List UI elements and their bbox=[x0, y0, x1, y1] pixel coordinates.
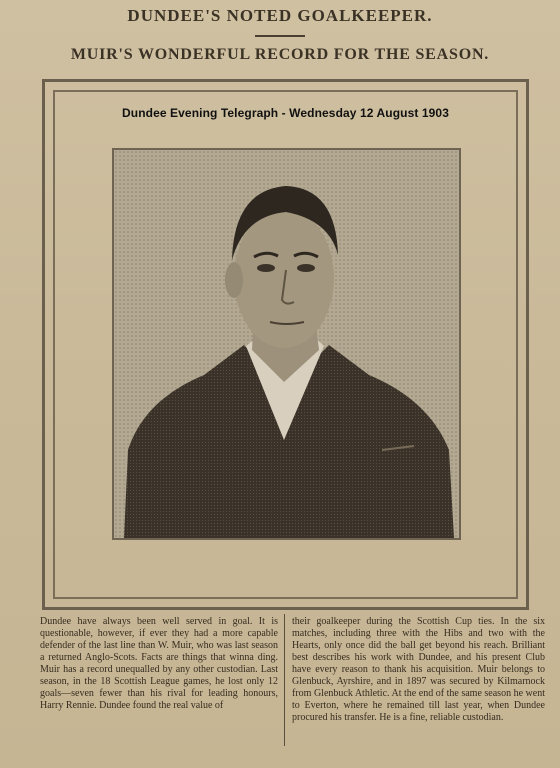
article-column-left bbox=[40, 616, 278, 712]
article-column-right bbox=[292, 616, 545, 724]
column-divider bbox=[284, 614, 285, 746]
headline: DUNDEE'S NOTED GOALKEEPER. bbox=[127, 6, 433, 25]
source-caption: Dundee Evening Telegraph - Wednesday 12 August 1903 bbox=[122, 106, 449, 120]
article-body-left: Dundee have always been well served in goal. It is questionable, however, if ever they had a more capable defender of the last line than W. Muir, who was last season a returned Anglo-Scots. Facts are things that winna ding. Muir has a record unequalled by any other custodian. Last season, in the 18 Scottish League games, he lost only 12 goals—seven fewer than his rival for leading honours, Harry Rennie. Dundee found the real value of bbox=[40, 616, 278, 711]
subheadline: MUIR'S WONDERFUL RECORD FOR THE SEASON. bbox=[70, 46, 490, 63]
headline-rule bbox=[255, 35, 305, 37]
portrait-illustration bbox=[114, 150, 459, 538]
portrait-photo bbox=[112, 148, 461, 540]
article-body-right: their goalkeeper during the Scottish Cup ties. In the six matches, including three with the Hibs and two with the Hearts, only once did the ball get beyond his reach. Brilliant best describes his work with Dundee, and his present Club have every reason to thank his acquisition. Muir belongs to Glenbuck, Ayrshire, and in 1897 was secured by Kilmarnock from Glenbuck Athletic. At the end of the same season he went to Everton, where he remained till last year, when Dundee procured his transfer. He is a fine, reliable custodian. bbox=[292, 616, 545, 723]
